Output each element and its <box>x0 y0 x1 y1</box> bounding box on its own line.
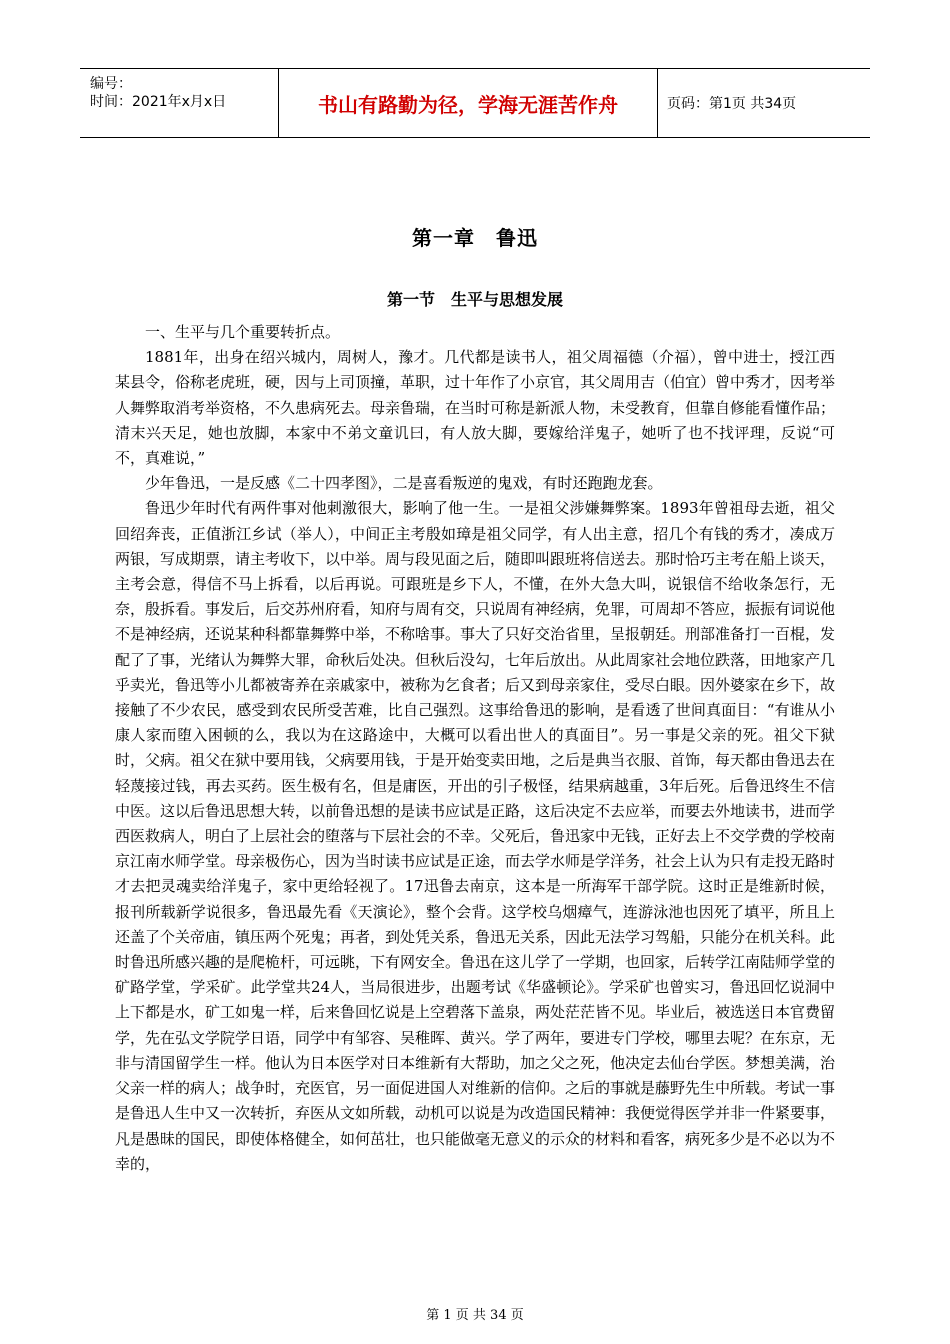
section-title: 第一节 生平与思想发展 <box>386 290 563 309</box>
page-header <box>80 68 870 138</box>
document-number-label: 编号： <box>90 76 132 92</box>
header-motto: 书山有路勤为径，学海无涯苦作舟 <box>278 69 658 137</box>
header-page-info: 页码：第1页 共34页 <box>667 96 797 112</box>
chapter-title: 第一章 鲁迅 <box>412 226 538 250</box>
document-time-label: 时间：2021年x月x日 <box>90 94 227 110</box>
header-meta <box>80 69 278 137</box>
body-text <box>115 320 835 1177</box>
paragraph: 一、生平与几个重要转折点。 <box>145 323 341 341</box>
page-footer: 第 1 页 共 34 页 <box>426 1308 524 1323</box>
paragraph: 1881年，出身在绍兴城内，周树人，豫才。几代都是读书人，祖父周福德（介福），曾中进士，授江西某县令，俗称老虎班，硬，因与上司顶撞，革职，过十年作了小京官，其父周用吉（伯宜）曾中秀才，因考举人舞弊取消考举资格，不久患病死去。母亲鲁瑞，在当时可称是新派人物，未受教育，但靠自修能看懂作品；清末兴天足，她也放脚，本家中不弟文童讥曰，有人放大脚，要嫁给洋鬼子，她听了也不找评理，反说“可不，真难说，” <box>115 348 836 468</box>
paragraph: 少年鲁迅，一是反感《二十四孝图》，二是喜看叛逆的鬼戏，有时还跑跑龙套。 <box>145 474 663 493</box>
paragraph: 鲁迅少年时代有两件事对他刺激很大，影响了他一生。一是祖父涉嫌舞弊案。1893年曾祖母去逝，祖父回绍奔丧，正值浙江乡试（举人），中间正主考殷如璋是祖父同学，有人出主意，招几个有钱的秀才，凑成万两银，写成期票，请主考收下，以中举。周与段见面之后，随即叫跟班将信送去。那时恰巧主考在船上谈天，主考会意，得信不马上拆看，以后再说。可跟班是乡下人，不懂，在外大急大叫，说银信不给收条怎行，无奈，殷拆看。事发后，后交苏州府看，知府与周有交，只说周有神经病，免罪，可周却不答应，振振有词说他不是神经病，还说某种科都靠舞弊中举，不称啥事。事大了只好交治省里，呈报朝廷。刑部准备打一百棍，发配了了事，光绪认为舞弊大罪，命秋后处决。但秋后没勾，七年后放出。从此周家社会地位跌落，田地家产几乎卖光，鲁迅等小儿都被寄养在亲戚家中，被称为乞食者；后又到母亲家住，受尽白眼。因外婆家在乡下，故接触了不少农民，感受到农民所受苦难，比自己强烈。这事给鲁迅的影响，是看透了世间真面目：“有谁从小康人家而堕入困顿的么，我以为在这路途中，大概可以看出世人的真面目”。另一事是父亲的死。祖父下狱时，父病。祖父在狱中要用钱，父病要用钱，于是开始变卖田地，之后是典当衣服、首饰，每天都由鲁迅去在轻蔑接过钱，再去买药。医生极有名，但是庸医，开出的引子极怪，结果病越重，3年后死。后鲁迅终生不信中医。这以后鲁迅思想大转，以前鲁迅想的是读书应试是正路，这后决定不去应举，而要去外地读书，进而学西医救病人，明白了上层社会的堕落与下层社会的不幸。父死后，鲁迅家中无钱，正好去上不交学费的学校南京江南水师学堂。母亲极伤心，因为当时读书应试是正途，而去学水师是学洋务，社会上认为只有走投无路时才去把灵魂卖给洋鬼子，家中更给轻视了。17迅鲁去南京，这本是一所海军干部学院。这时正是维新时候，报刊所载新学说很多，鲁迅最先看《天演论》，整个会背。这学校乌烟瘴气，连游泳池也因死了填平，所且上还盖了个关帝庙，镇压两个死鬼；再者，到处凭关系，鲁迅无关系，因此无法学习驾船，只能分在机关科。此时鲁迅所感兴趣的是爬桅杆，可远眺，下有网安全。鲁迅在这儿学了一学期，也回家，后转学江南陆师学堂的矿路学堂，学采矿。此学堂共24人，当局很进步，出题考试《华盛顿论》。学采矿也曾实习，鲁迅回忆说洞中上下都是水，矿工如鬼一样，后来鲁回忆说是上空碧落下盖泉，两处茫茫皆不见。毕业后，被选送日本官费留学，先在弘文学院学日语，同学中有邹容、吴稚晖、黄兴。学了两年，要进专门学校，哪里去呢？在东京，无非与清国留学生一样。他认为日本医学对日本维新有大帮助，加之父之死，他决定去仙台学医。梦想美满，治父亲一样的病人；战争时，充医官，另一面促进国人对维新的信仰。之后的事就是藤野先生中所载。考试一事是鲁迅人生中又一次转折，弃医从文如所载，动机可以说是为改造国民精神：我便觉得医学并非一件紧要事，凡是愚昧的国民，即使体格健全，如何茁壮，也只能做毫无意义的示众的材料和看客，病死多少是不必以为不幸的， <box>115 499 836 1173</box>
